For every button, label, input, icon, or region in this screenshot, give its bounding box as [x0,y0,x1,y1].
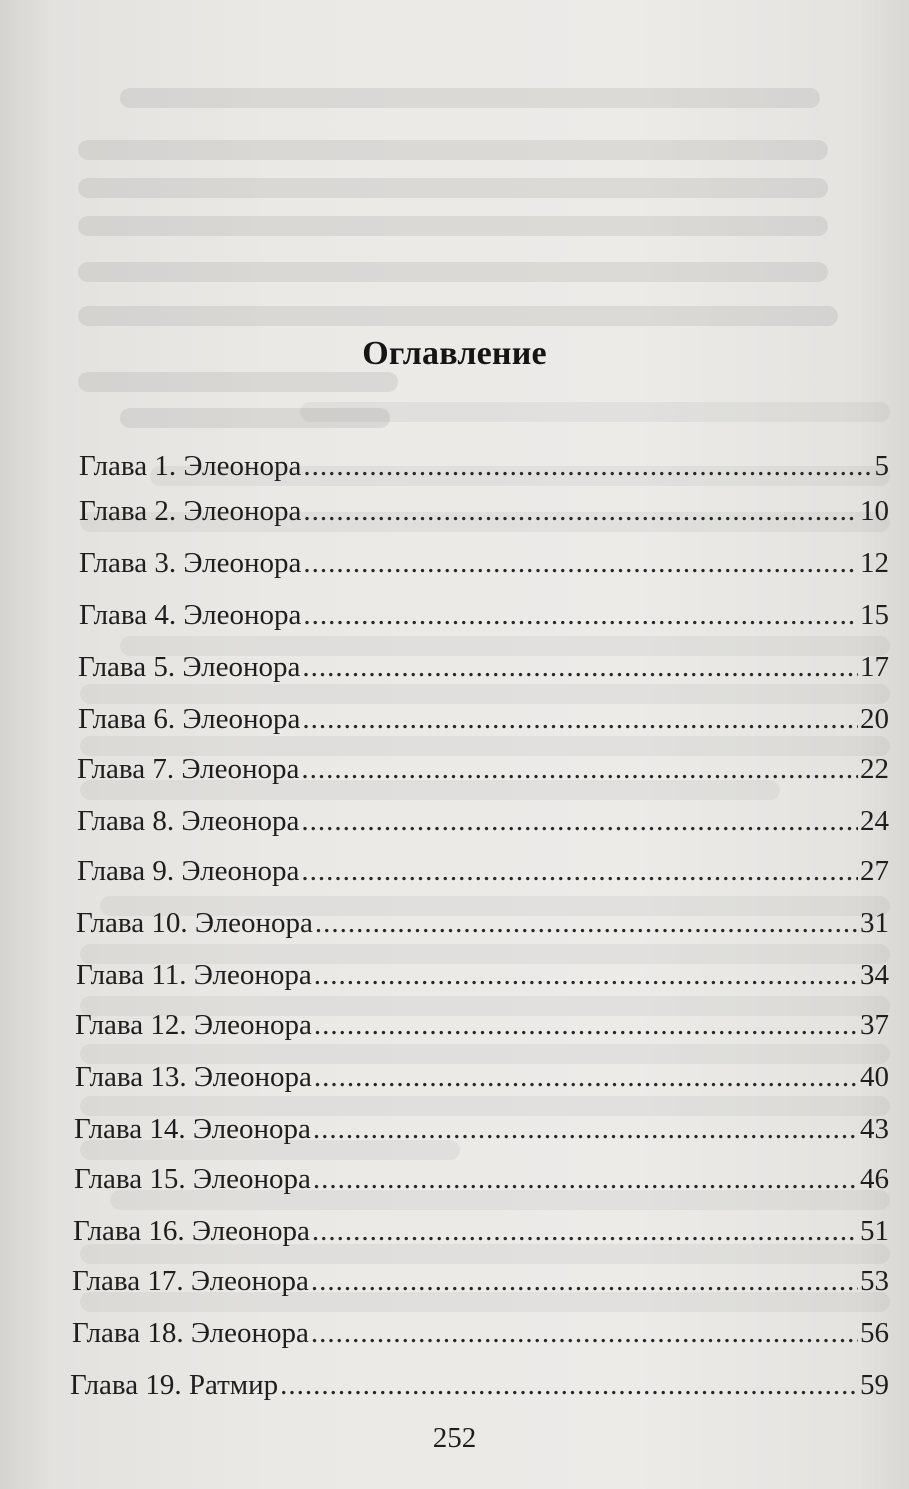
toc-page-number: 31 [860,907,889,939]
toc-page-number: 40 [860,1061,889,1093]
toc-entry[interactable] [72,1313,889,1353]
toc-page-number: 15 [860,599,889,631]
dot-leader [303,491,858,531]
toc-entry[interactable] [76,955,889,995]
toc-page-number: 20 [860,703,889,735]
dot-leader [313,1159,858,1199]
toc-chapter-title: Глава 15. Элеонора [74,1163,311,1195]
toc-page-number: 34 [860,959,889,991]
dot-leader [314,955,858,995]
toc-entry[interactable] [73,1211,889,1251]
dot-leader [311,1261,858,1301]
toc-entry[interactable] [70,1365,889,1405]
toc-page-number: 17 [860,651,889,683]
toc-page-number: 56 [860,1317,889,1349]
dot-leader [312,1211,858,1251]
toc-entry[interactable] [78,699,889,739]
toc-page-number: 43 [860,1113,889,1145]
toc-entry[interactable] [74,1109,889,1149]
toc-page-number: 37 [860,1009,889,1041]
dot-leader [303,595,858,635]
toc-chapter-title: Глава 6. Элеонора [78,703,301,735]
toc-chapter-title: Глава 7. Элеонора [77,753,300,785]
toc-chapter-title: Глава 5. Элеонора [78,651,301,683]
toc-entry[interactable] [77,749,889,789]
toc-entry[interactable] [75,1005,889,1045]
dot-leader [302,647,858,687]
dot-leader [311,1313,858,1353]
dot-leader [302,699,858,739]
dot-leader [280,1365,858,1405]
toc-chapter-title: Глава 13. Элеонора [75,1061,312,1093]
toc-chapter-title: Глава 14. Элеонора [74,1113,311,1145]
toc-entry[interactable] [78,647,889,687]
dot-leader [301,801,858,841]
toc-list [0,446,909,1406]
toc-chapter-title: Глава 9. Элеонора [77,855,300,887]
toc-page-number: 5 [874,450,889,482]
dot-leader [314,1005,858,1045]
toc-entry[interactable] [76,903,889,943]
toc-page-number: 53 [860,1265,889,1297]
toc-entry[interactable] [79,491,889,531]
dot-leader [301,851,858,891]
dot-leader [301,749,858,789]
toc-chapter-title: Глава 12. Элеонора [75,1009,312,1041]
toc-entry[interactable] [77,801,889,841]
dot-leader [314,1057,858,1097]
toc-chapter-title: Глава 4. Элеонора [79,599,302,631]
toc-chapter-title: Глава 19. Ратмир [70,1369,279,1401]
toc-page-number: 27 [860,855,889,887]
toc-chapter-title: Глава 1. Элеонора [79,450,302,482]
toc-entry[interactable] [79,543,889,583]
dot-leader [303,543,858,583]
toc-page-number: 24 [860,805,889,837]
toc-chapter-title: Глава 10. Элеонора [76,907,313,939]
toc-chapter-title: Глава 11. Элеонора [76,959,312,991]
toc-chapter-title: Глава 18. Элеонора [72,1317,309,1349]
toc-title: Оглавление [362,335,547,372]
toc-entry[interactable] [79,595,889,635]
page-number: 252 [432,1422,477,1454]
toc-chapter-title: Глава 8. Элеонора [77,805,300,837]
toc-entry[interactable] [79,446,889,486]
toc-page-number: 10 [860,495,889,527]
dot-leader [315,903,858,943]
toc-page-number: 12 [860,547,889,579]
toc-entry[interactable] [72,1261,889,1301]
dot-leader [303,446,872,486]
toc-entry[interactable] [75,1057,889,1097]
toc-page-number: 22 [860,753,889,785]
toc-page-number: 59 [860,1369,889,1401]
toc-chapter-title: Глава 3. Элеонора [79,547,302,579]
toc-chapter-title: Глава 17. Элеонора [72,1265,309,1297]
toc-entry[interactable] [74,1159,889,1199]
toc-chapter-title: Глава 16. Элеонора [73,1215,310,1247]
toc-chapter-title: Глава 2. Элеонора [79,495,302,527]
dot-leader [313,1109,858,1149]
toc-page-number: 51 [860,1215,889,1247]
toc-entry[interactable] [77,851,889,891]
toc-page-number: 46 [860,1163,889,1195]
